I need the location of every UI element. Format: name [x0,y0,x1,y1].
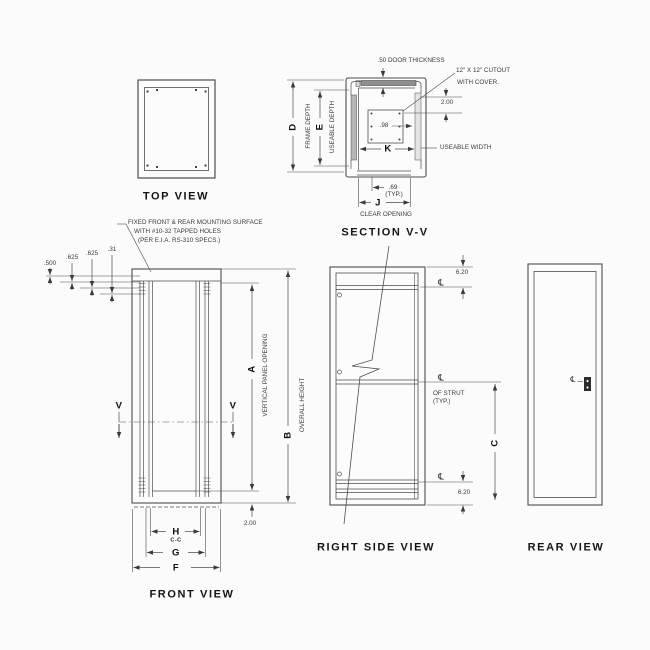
cutout-note-line1: 12" X 12" CUTOUT [456,66,511,74]
mounting-note-line3: (PER E.I.A. RS-310 SPECS.) [138,236,221,244]
of-strut-typ: (TYP.) [433,397,451,405]
dim-letter-j: J [375,197,381,209]
clear-opening-label: CLEAR OPENING [360,210,412,218]
dim-letter-c: C [489,439,501,447]
dim-31: .31 [107,245,117,253]
vertical-panel-opening-label: VERTICAL PANEL OPENING [261,333,269,417]
of-strut-label: OF STRUT [433,389,465,397]
dim-letter-e: E [314,123,326,131]
dim-letter-d: D [287,123,299,131]
section-vv-drawing [287,68,462,207]
centerline-icon-top: ℄ [438,278,444,289]
dim-69-typ: (TYP.) [385,190,403,198]
rear-view-label: REAR VIEW [527,541,605,554]
dim-2-00-front: 2.00 [243,519,257,527]
section-marker-v-right: V [229,400,237,412]
dim-620-top: 6.20 [455,268,469,276]
door-thickness-note: .50 DOOR THICKNESS [377,56,445,64]
dim-letter-f: F [172,562,180,574]
dim-letter-b: B [282,431,294,439]
section-marker-v-left: V [115,400,123,412]
useable-depth-label: USEABLE DEPTH [328,100,336,154]
top-view-drawing [138,80,215,178]
dim-2-00-section: 2.00 [440,98,454,106]
dim-letter-g: G [172,547,180,559]
dim-500: .500 [43,259,57,267]
dim-625-a: .625 [65,253,79,261]
dim-letter-h: H [172,526,180,538]
frame-depth-label: FRAME DEPTH [304,103,312,149]
front-view-label: FRONT VIEW [149,588,235,601]
dim-letter-k: K [384,143,392,155]
overall-height-label: OVERALL HEIGHT [298,377,306,433]
right-side-view-label: RIGHT SIDE VIEW [316,541,436,554]
dim-98: .98 [379,121,389,129]
mounting-note-line1: FIXED FRONT & REAR MOUNTING SURFACE [128,218,263,226]
cutout-note-line2: WITH COVER. [457,78,499,86]
c-to-c-label: C-C [170,537,182,544]
front-view-drawing [43,224,296,572]
centerline-icon-bottom: ℄ [438,472,444,483]
right-side-view-drawing [330,246,501,524]
dim-625-b: .625 [85,249,99,257]
centerline-icon-mid: ℄ [438,373,444,384]
mounting-note-line2: WITH #10-32 TAPPED HOLES [134,227,221,235]
centerline-icon-rear: ℄ [570,375,576,384]
dim-620-bottom: 6.20 [457,488,471,496]
top-view-label: TOP VIEW [142,190,210,203]
dim-letter-a: A [246,365,258,373]
dim-69: .69 [388,183,398,191]
rear-view-drawing [528,264,602,505]
useable-width-label: USEABLE WIDTH [440,143,492,151]
section-vv-label: SECTION V-V [341,226,429,239]
latch-icon [584,377,591,391]
